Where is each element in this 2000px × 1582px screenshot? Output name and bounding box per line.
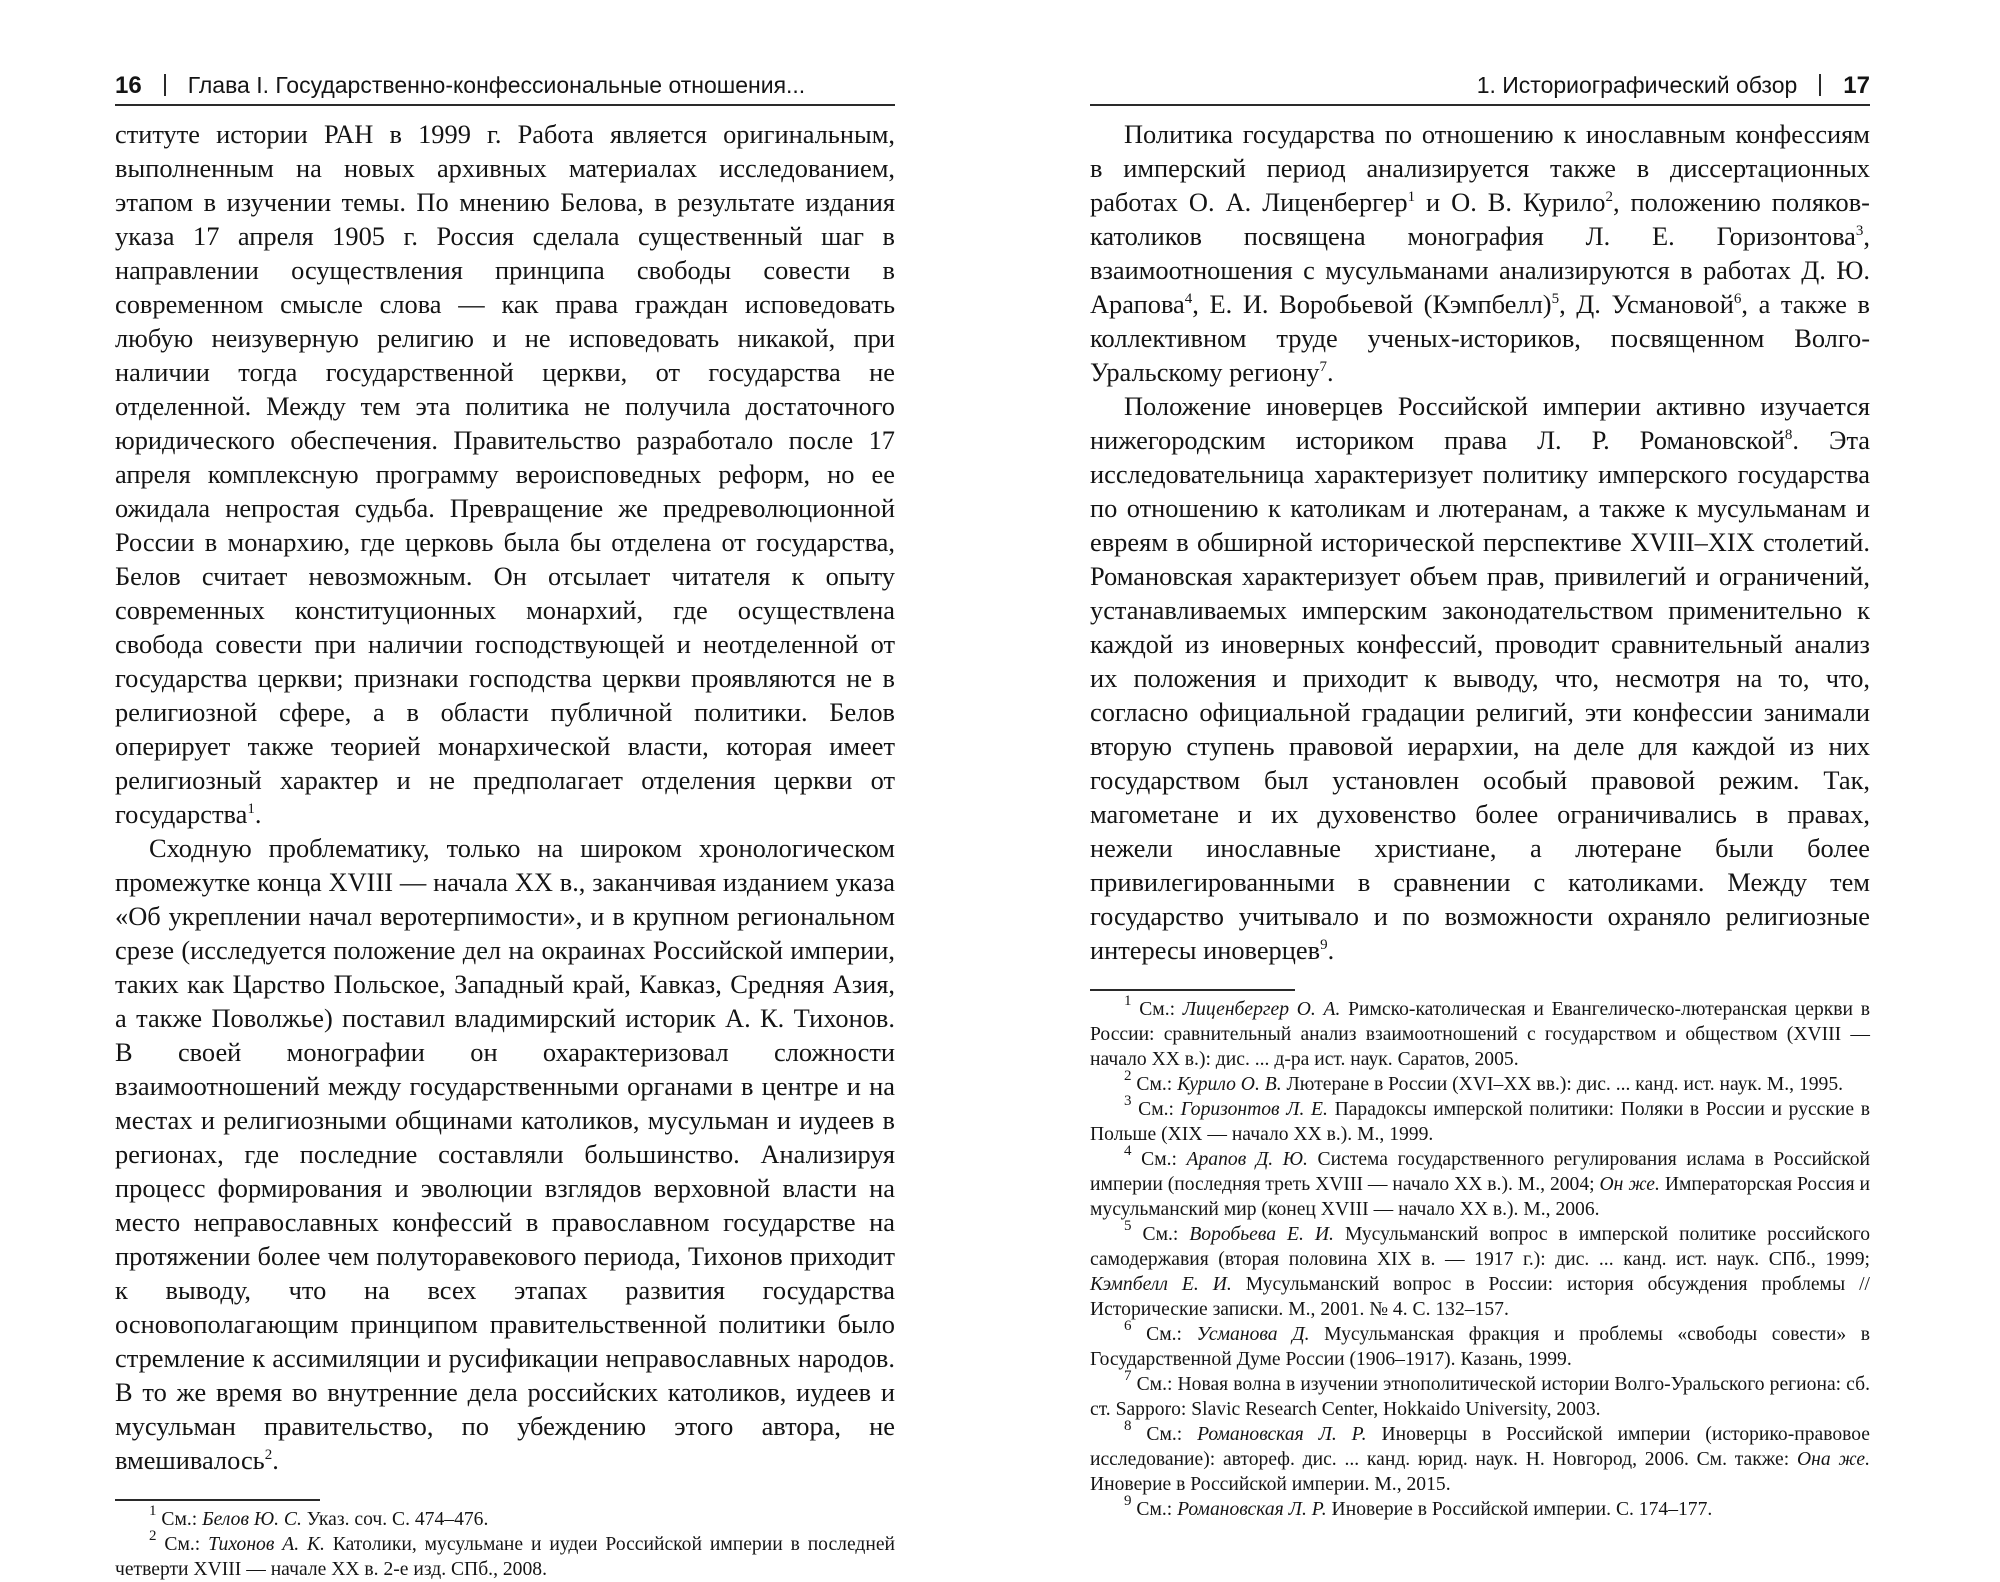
footnote: $^6$ См.: Усманова Д. Мусульманская фракция и проблемы «свободы совести» в Государственной Думе России (1906–1917). Казань, 1999. [1090,1318,1870,1370]
header-divider [1819,74,1821,96]
header-divider [164,74,166,96]
left-chapter-title: Глава I. Государственно-конфессиональные отношения... [187,72,806,98]
footnote: $^1$ См.: Белов Ю. С. Указ. соч. С. 474–476. [149,1503,489,1530]
footnote: $^3$ См.: Горизонтов Л. Е. Парадоксы имперской политики: Поляки в России и русские в Польше (XIX — начало XX в.). М., 1999. [1090,1093,1870,1145]
footnote: $^2$ См.: Тихонов А. К. Католики, мусульмане и иудеи Российской империи в последней четверти XVIII — начале XX в. 2-е изд. СПб., 2008. [115,1528,896,1580]
footnote: $^2$ См.: Курило О. В. Лютеране в России (XVI–XX вв.): дис. ... канд. ист. наук. М., 1995. [1124,1068,1844,1095]
footnote-divider [1090,989,1295,991]
right-body-text [1090,117,1870,967]
footnote: $^7$ См.: Новая волна в изучении этнополитической истории Волго-Уральского региона: сб. ст. Sapporo: Slavic Research Center, Hokkaido University, 2003. [1090,1368,1870,1420]
left-page-number: 16 [115,72,142,99]
left-running-head [115,70,895,106]
footnote-ref: 1 [247,801,255,817]
left-footnotes [115,1503,896,1582]
footnote: $^8$ См.: Романовская Л. Р. Иноверцы в Российской империи (историко-правовое исследование): автореф. дис. ... канд. юрид. наук. Н. Новгород, 2006. См. также: Она же. Иноверие в Российской империи. М., 2015. [1090,1418,1870,1495]
right-footnotes [1090,993,1871,1522]
footnote-ref: 2 [264,1447,273,1463]
footnote: $^4$ См.: Арапов Д. Ю. Система государственного регулирования ислама в Российской империи (последняя треть XVIII — начало XX в.). М., 2004; Он же. Императорская Россия и мусульманский мир (конец XVIII — начало XX в.). М., 2006. [1090,1143,1870,1220]
paragraph: Политика государства по отношению к инославным конфессиям в имперский период анализируется также в диссертационных работах О. А. Лиценбергер$^1$ и О. В. Курило$^2$, положению поляков-католиков посвящена монография Л. Е. Горизонтова$^3$, взаимоотношения с мусульманами анализируются в работах Д. Ю. Арапова$^4$, Е. И. Воробьевой (Кэмпбелл)$^5$, Д. Усмановой$^6$, а также в коллективном труде ученых-историков, посвященном Волго-Уральскому региону$^7$. [1090,119,1870,387]
footnote-divider [115,1499,320,1501]
left-body-text [115,117,895,1477]
paragraph: Положение иноверцев Российской империи активно изучается нижегородским историком права Л. Р. Романовской$^8$. Эта исследовательница характеризует политику имперского государства по отношению к католикам и лютеранам, а также к мусульманам и евреям в обширной исторической перспективе XVIII–XIX столетий. Романовская характеризует объем прав, привилегий и ограничений, устанавливаемых имперским законодательством применительно к каждой из иноверных конфессий, проводит сравнительный анализ их положения и приходит к выводу, что, несмотря на то, что, согласно официальной градации религий, эти конфессии занимали вторую ступень правовой иерархии, на деле для каждой из них государством был установлен особый правовой режим. Так, магометане и их духовенство более ограничивались в правах, нежели инославные христиане, а лютеране были более привилегированными в сравнении с католиками. Между тем государство учитывало и по возможности охраняло религиозные интересы иноверцев$^9$. [1090,391,1871,965]
footnote: $^9$ См.: Романовская Л. Р. Иноверие в Российской империи. С. 174–177. [1124,1493,1713,1520]
right-page-number: 17 [1843,72,1870,99]
footnote: $^1$ См.: Лиценбергер О. А. Римско-католическая и Евангелическо-лютеранская церкви в России: сравнительный анализ взаимоотношений с государством и обществом (XVIII — начало XX в.): дис. ... д-ра ист. наук. Саратов, 2005. [1090,993,1871,1070]
right-running-head [1090,70,1870,106]
right-page [1090,70,1870,1522]
paragraph: ституте истории РАН в 1999 г. Работа является оригинальным, выполненным на новых архивных материалах исследованием, этапом в изучении темы. По мнению Белова, в результате издания указа 17 апреля 1905 г. Россия сделала существенный шаг в направлении осуществления принципа свободы совести в современном смысле слова — как права граждан исповедовать любую неизуверную религию и не исповедовать никакой, при наличии тогда государственной церкви, от государства не отделенной. Между тем эта политика не получила достаточного юридического обеспечения. Правительство разработало после 17 апреля комплексную программу вероисповедных реформ, но ее ожидала непростая судьба. Превращение же предреволюционной России в монархию, где церковь была бы отделена от государства, Белов считает невозможным. Он отсылает читателя к опыту современных конституционных монархий, где осуществлена свобода совести при наличии господствующей и неотделенной от государства церкви; признаки господства церкви проявляются не в религиозной сфере, а в области публичной политики. Белов оперирует также теорией монархической власти, которая имеет религиозный характер и не предполагает отделения церкви от государства$^1$. [115,119,895,829]
footnote: $^5$ См.: Воробьева Е. И. Мусульманский вопрос в имперской политике российского самодержавия (вторая половина XIX в. — 1917 г.): дис. ... канд. ист. наук. СПб., 1999; Кэмпбелл Е. И. Мусульманский вопрос в России: история обсуждения проблемы // Исторические записки. М., 2001. № 4. С. 132–157. [1090,1218,1871,1320]
right-section-title: 1. Историографический обзор [1476,72,1798,98]
left-page [115,70,895,1582]
paragraph: Сходную проблематику, только на широком хронологическом промежутке конца XVIII — начала XX в., заканчивая изданием указа «Об укреплении начал веротерпимости», и в крупном региональном срезе (исследуется положение дел на окраинах Российской империи, таких как Царство Польское, Западный край, Кавказ, Средняя Азия, а также Поволжье) поставил владимирский историк А. К. Тихонов. В своей монографии он охарактеризовал сложности взаимоотношений между государственными органами в центре и на местах и религиозными общинами католиков, мусульман и иудеев в регионах, где последние составляли большинство. Анализируя процесс формирования и эволюции взглядов верховной власти на место неправославных конфессий в православном государстве на протяжении более чем полуторавекового периода, Тихонов приходит к выводу, что на всех этапах развития государства основополагающим принципом правительственной политики было стремление к ассимиляции и русификации неправославных народов. В то же время во внутренние дела российских католиков, иудеев и мусульман правительство, по убеждению этого автора, не вмешивалось$^2$. [115,833,895,1475]
